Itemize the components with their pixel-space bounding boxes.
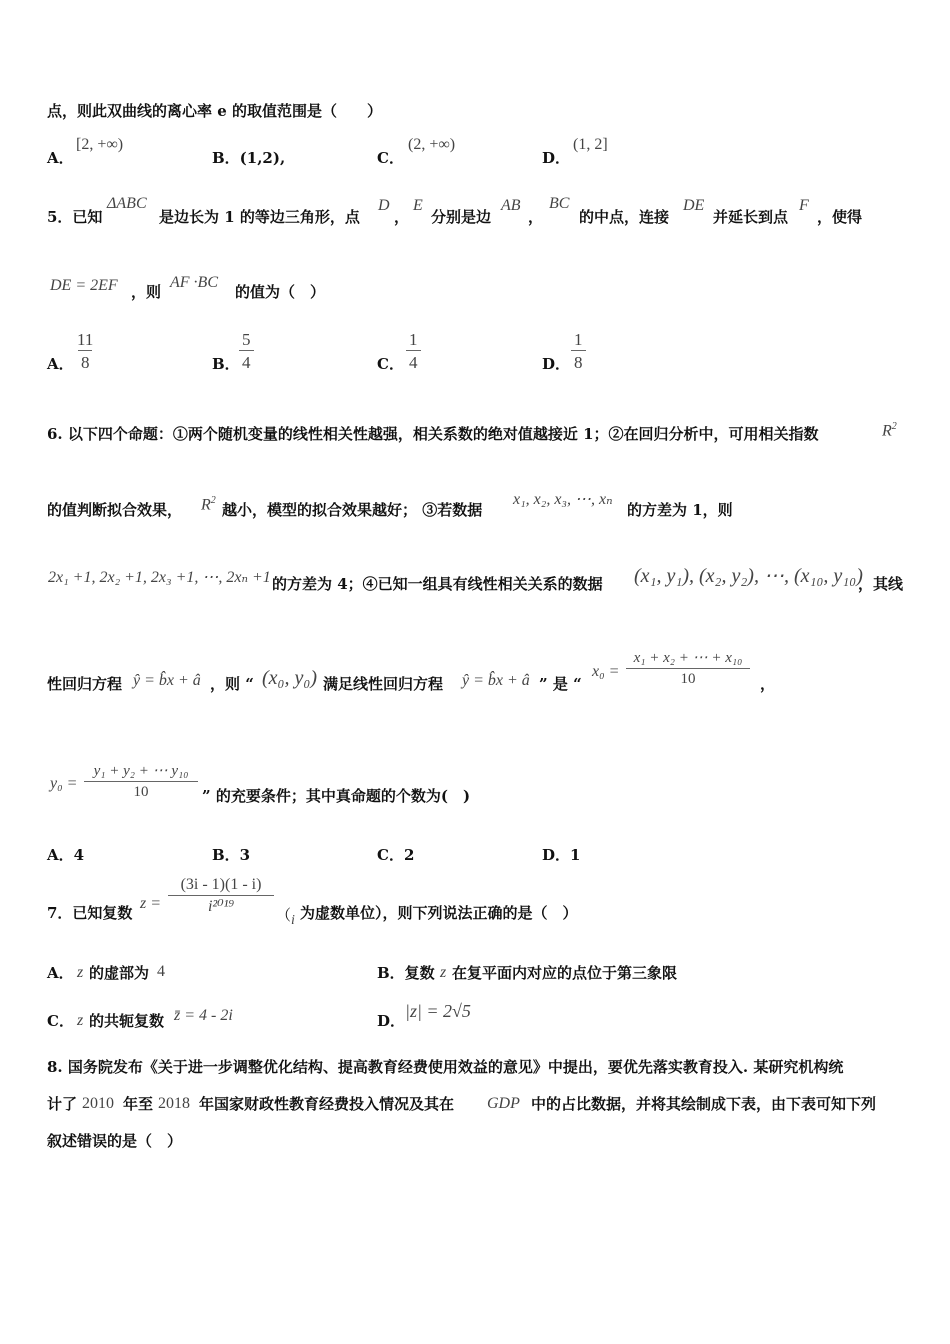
q8-line-2b: 年至 (123, 1095, 154, 1113)
q8-line-3: 叙述错误的是（ ） (47, 1132, 183, 1150)
q6-r2-a-sup: 2 (891, 421, 897, 432)
q5-text-10: 的值为（ ） (235, 283, 326, 301)
q7-text-1: 7．已知复数 (47, 904, 133, 922)
q8-line-2c: 年国家财政性教育经费投入情况及其在 (199, 1095, 455, 1113)
q5-math-bc: BC (549, 195, 570, 212)
q4-option-b: B．(1,2), (212, 149, 286, 167)
q7-math-z: z = (140, 895, 162, 912)
q6-math-2x-plus-1: 2x₁ +1, 2x₂ +1, 2x₃ +1, ⋯, 2xₙ +1 (48, 569, 271, 586)
q5-math-d: D (378, 197, 390, 214)
q6-y0-numerator: y₁ + y₂ + ⋯ y₁₀ (93, 763, 189, 779)
q6-option-b: B．3 (212, 846, 251, 864)
q4-option-d-math: (1, 2] (573, 136, 608, 153)
q4-option-d-label: D． (542, 149, 571, 167)
q4-option-a-label: A． (47, 149, 74, 167)
q6-r2-b-base: R (201, 496, 211, 514)
q6-math-data-pairs: (x₁, y₁), (x₂, y₂), ⋯, (x₁₀, y₁₀) (634, 565, 863, 587)
q5-option-a-den: 8 (78, 350, 93, 371)
q5-text-7: 并延长到点 (713, 208, 789, 226)
q5-option-a-label: A． (47, 355, 74, 373)
q6-line-3a: 的方差为 4；④已知一组具有线性相关关系的数据 (272, 575, 603, 593)
q8-year-start: 2010 (82, 1095, 114, 1112)
q5-text-2: 是边长为 1 的等边三角形，点 (159, 208, 360, 226)
q5-math-f: F (799, 197, 809, 214)
q7-option-d-value: |z| = 2√5 (405, 1001, 471, 1021)
q5-option-d-den: 8 (571, 350, 586, 371)
q5-text-4: 分别是边 (431, 208, 492, 226)
q7-text-2: （ (276, 906, 292, 924)
q5-math-ab: AB (501, 197, 521, 214)
q7-option-c-z: z (77, 1012, 84, 1029)
q5-text-5: ， (528, 208, 544, 226)
q6-math-data-x: x₁, x₂, x₃, ⋯, xₙ (513, 491, 613, 508)
q7-option-c-text: 的共轭复数 (89, 1012, 165, 1030)
q7-fraction (168, 877, 274, 915)
q6-math-y0-lhs: y₀ = (50, 775, 78, 792)
q7-option-a-z: z (77, 964, 84, 981)
q6-x0-fraction (626, 651, 750, 687)
q7-option-a-text: 的虚部为 (89, 964, 150, 982)
q5-text-9: ，则 (131, 283, 162, 301)
q6-line-2b: 越小，模型的拟合效果越好； ③若数据 (222, 501, 483, 519)
q7-option-b-label: B．复数 (377, 964, 435, 982)
q7-text-3: 为虚数单位），则下列说法正确的是（ ） (300, 904, 578, 922)
q6-math-regression-1: ŷ = b̂x + â (133, 672, 201, 689)
q5-option-c-fraction (406, 331, 421, 371)
q5-math-condition: DE = 2EF (50, 277, 118, 294)
q6-r2-b-sup: 2 (210, 495, 216, 506)
q7-option-c-label: C． (47, 1012, 74, 1030)
q6-x0-denominator: 10 (626, 668, 750, 687)
q7-option-c-value: z̄ = 4 - 2i (174, 1007, 233, 1024)
q6-r2-a-base: R (882, 422, 892, 440)
q5-option-a-num: 11 (77, 330, 94, 349)
q5-math-dot-product: AF ·BC (170, 274, 218, 291)
q4-option-a-math: [2, +∞) (76, 136, 124, 153)
q5-text-1: 5．已知 (47, 208, 103, 226)
q6-line-2a: 的值判断拟合效果， (47, 501, 183, 519)
q6-x0-numerator: x₁ + x₂ + ⋯ + x₁₀ (633, 650, 743, 666)
q6-line-5: ” 的充要条件；其中真命题的个数为( ) (202, 787, 471, 805)
q8-line-1: 8. 国务院发布《关于进一步调整优化结构、提高教育经费使用效益的意见》中提出，要优先落实教育投入. 某研究机构统 (47, 1058, 844, 1076)
q6-math-regression-2: ŷ = b̂x + â (462, 672, 530, 689)
q5-text-3: ， (394, 208, 410, 226)
q8-line-2a: 计了 (47, 1095, 78, 1113)
q5-option-b-den: 4 (239, 350, 254, 371)
q7-option-a-value: 4 (157, 963, 165, 980)
q8-year-end: 2018 (158, 1095, 190, 1112)
q6-math-r2-b (201, 496, 216, 513)
q6-math-x0-lhs: x₀ = (592, 663, 620, 680)
q5-option-c-num: 1 (409, 330, 418, 349)
q7-option-d-label: D． (377, 1012, 406, 1030)
q5-option-c-label: C． (377, 355, 404, 373)
q5-text-8: ，使得 (817, 208, 863, 226)
q7-numerator: (3i - 1)(1 - i) (180, 876, 262, 893)
q6-line-3b: ，其线 (858, 575, 904, 593)
q7-option-b-text: 在复平面内对应的点位于第三象限 (452, 964, 678, 982)
q4-option-c-math: (2, +∞) (408, 136, 456, 153)
q6-math-r2-a (882, 422, 897, 439)
q4-option-c-label: C． (377, 149, 404, 167)
q5-text-6: 的中点，连接 (579, 208, 670, 226)
q6-option-a: A．4 (47, 846, 85, 864)
q5-math-e: E (413, 197, 423, 214)
q6-line-2c: 的方差为 1，则 (627, 501, 733, 519)
q6-option-d: D．1 (542, 846, 581, 864)
q6-y0-fraction (84, 764, 198, 800)
q6-line-4e: ， (760, 675, 776, 693)
q5-option-a-fraction (74, 331, 96, 371)
q6-option-c: C．2 (377, 846, 415, 864)
q6-y0-denominator: 10 (84, 781, 198, 800)
q5-option-c-den: 4 (406, 350, 421, 371)
q5-option-b-num: 5 (242, 330, 251, 349)
q6-math-point: (x₀, y₀) (262, 667, 317, 689)
q6-line-4b: ，则 “ (210, 675, 254, 693)
q5-option-d-label: D． (542, 355, 571, 373)
q5-math-de: DE (683, 197, 705, 214)
q6-line-4c: 满足线性回归方程 (323, 675, 444, 693)
q7-option-a-label: A． (47, 964, 74, 982)
q7-math-i: i (291, 913, 295, 928)
q4-tail-text: 点，则此双曲线的离心率 e 的取值范围是（ ） (47, 102, 382, 120)
q8-gdp: GDP (487, 1095, 520, 1112)
q6-line-1: 6. 以下四个命题：①两个随机变量的线性相关性越强，相关系数的绝对值越接近 1；②在回归分析中，可用相关指数 (47, 425, 819, 443)
q5-option-b-fraction (239, 331, 254, 371)
q6-line-4d: ” 是 “ (539, 675, 582, 693)
q5-math-abc: ΔABC (107, 195, 147, 212)
q8-line-2d: 中的占比数据，并将其绘制成下表，由下表可知下列 (531, 1095, 877, 1113)
q6-line-4a: 性回归方程 (47, 675, 123, 693)
q5-option-b-label: B． (212, 355, 240, 373)
q5-option-d-fraction (571, 331, 586, 371)
q5-option-d-num: 1 (574, 330, 583, 349)
q7-denominator: i²⁰¹⁹ (168, 895, 274, 915)
q7-option-b-z: z (440, 964, 447, 981)
